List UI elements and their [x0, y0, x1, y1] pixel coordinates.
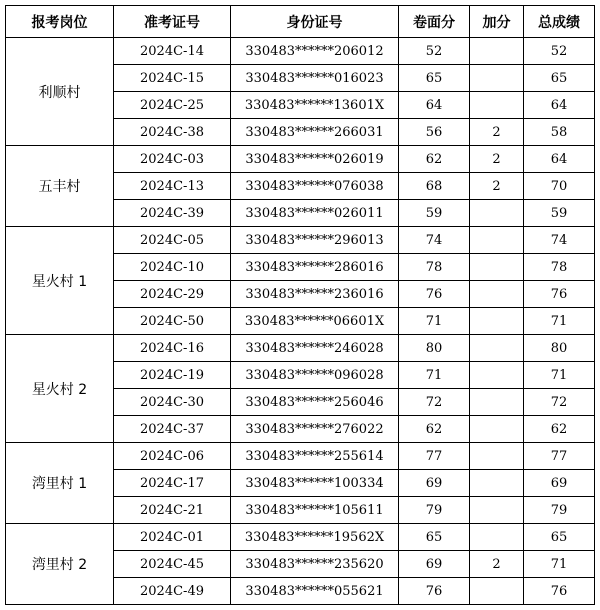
paper-score-cell: 52: [399, 38, 470, 65]
bonus-cell: [470, 38, 524, 65]
bonus-cell: [470, 524, 524, 551]
table-row: [6, 443, 595, 470]
bonus-cell: [470, 389, 524, 416]
id-number-cell: 330483******105611: [231, 497, 399, 524]
bonus-cell: [470, 416, 524, 443]
total-score-cell: 62: [524, 416, 595, 443]
total-score-cell: 71: [524, 308, 595, 335]
total-score-cell: 76: [524, 578, 595, 605]
exam-number-cell: 2024C-50: [114, 308, 231, 335]
bonus-cell: [470, 227, 524, 254]
bonus-cell: [470, 65, 524, 92]
exam-number-cell: 2024C-13: [114, 173, 231, 200]
score-table: [5, 5, 595, 605]
bonus-cell: [470, 281, 524, 308]
header-paper-score: 卷面分: [399, 6, 470, 38]
total-score-cell: 77: [524, 443, 595, 470]
id-number-cell: 330483******236016: [231, 281, 399, 308]
total-score-cell: 65: [524, 524, 595, 551]
exam-number-cell: 2024C-03: [114, 146, 231, 173]
total-score-cell: 70: [524, 173, 595, 200]
total-score-cell: 52: [524, 38, 595, 65]
exam-number-cell: 2024C-17: [114, 470, 231, 497]
exam-number-cell: 2024C-25: [114, 92, 231, 119]
post-cell: 利顺村: [6, 38, 114, 146]
paper-score-cell: 68: [399, 173, 470, 200]
total-score-cell: 71: [524, 362, 595, 389]
paper-score-cell: 79: [399, 497, 470, 524]
bonus-cell: 2: [470, 119, 524, 146]
id-number-cell: 330483******256046: [231, 389, 399, 416]
post-cell: 星火村 2: [6, 335, 114, 443]
exam-number-cell: 2024C-39: [114, 200, 231, 227]
paper-score-cell: 56: [399, 119, 470, 146]
header-id-no: 身份证号: [231, 6, 399, 38]
table-body: [6, 38, 595, 605]
paper-score-cell: 59: [399, 200, 470, 227]
id-number-cell: 330483******19562X: [231, 524, 399, 551]
exam-number-cell: 2024C-01: [114, 524, 231, 551]
id-number-cell: 330483******026019: [231, 146, 399, 173]
bonus-cell: 2: [470, 551, 524, 578]
id-number-cell: 330483******246028: [231, 335, 399, 362]
id-number-cell: 330483******206012: [231, 38, 399, 65]
bonus-cell: [470, 335, 524, 362]
total-score-cell: 79: [524, 497, 595, 524]
total-score-cell: 78: [524, 254, 595, 281]
id-number-cell: 330483******296013: [231, 227, 399, 254]
exam-number-cell: 2024C-30: [114, 389, 231, 416]
id-number-cell: 330483******286016: [231, 254, 399, 281]
total-score-cell: 64: [524, 146, 595, 173]
bonus-cell: [470, 362, 524, 389]
paper-score-cell: 76: [399, 281, 470, 308]
id-number-cell: 330483******276022: [231, 416, 399, 443]
exam-number-cell: 2024C-16: [114, 335, 231, 362]
id-number-cell: 330483******266031: [231, 119, 399, 146]
post-cell: 五丰村: [6, 146, 114, 227]
total-score-cell: 76: [524, 281, 595, 308]
total-score-cell: 69: [524, 470, 595, 497]
id-number-cell: 330483******096028: [231, 362, 399, 389]
paper-score-cell: 78: [399, 254, 470, 281]
header-bonus: 加分: [470, 6, 524, 38]
bonus-cell: [470, 497, 524, 524]
exam-number-cell: 2024C-21: [114, 497, 231, 524]
paper-score-cell: 71: [399, 308, 470, 335]
paper-score-cell: 72: [399, 389, 470, 416]
id-number-cell: 330483******100334: [231, 470, 399, 497]
paper-score-cell: 69: [399, 470, 470, 497]
id-number-cell: 330483******026011: [231, 200, 399, 227]
bonus-cell: [470, 254, 524, 281]
total-score-cell: 74: [524, 227, 595, 254]
bonus-cell: [470, 470, 524, 497]
header-post: 报考岗位: [6, 6, 114, 38]
id-number-cell: 330483******235620: [231, 551, 399, 578]
table-row: [6, 524, 595, 551]
paper-score-cell: 76: [399, 578, 470, 605]
id-number-cell: 330483******016023: [231, 65, 399, 92]
paper-score-cell: 80: [399, 335, 470, 362]
paper-score-cell: 77: [399, 443, 470, 470]
total-score-cell: 72: [524, 389, 595, 416]
exam-number-cell: 2024C-49: [114, 578, 231, 605]
exam-number-cell: 2024C-06: [114, 443, 231, 470]
bonus-cell: [470, 578, 524, 605]
paper-score-cell: 69: [399, 551, 470, 578]
id-number-cell: 330483******076038: [231, 173, 399, 200]
bonus-cell: [470, 92, 524, 119]
bonus-cell: 2: [470, 146, 524, 173]
table-row: [6, 38, 595, 65]
paper-score-cell: 74: [399, 227, 470, 254]
paper-score-cell: 71: [399, 362, 470, 389]
exam-number-cell: 2024C-29: [114, 281, 231, 308]
paper-score-cell: 65: [399, 524, 470, 551]
paper-score-cell: 62: [399, 416, 470, 443]
id-number-cell: 330483******055621: [231, 578, 399, 605]
id-number-cell: 330483******255614: [231, 443, 399, 470]
bonus-cell: [470, 308, 524, 335]
paper-score-cell: 65: [399, 65, 470, 92]
total-score-cell: 80: [524, 335, 595, 362]
post-cell: 湾里村 1: [6, 443, 114, 524]
table-row: [6, 146, 595, 173]
total-score-cell: 65: [524, 65, 595, 92]
total-score-cell: 71: [524, 551, 595, 578]
paper-score-cell: 64: [399, 92, 470, 119]
id-number-cell: 330483******13601X: [231, 92, 399, 119]
total-score-cell: 58: [524, 119, 595, 146]
header-exam-no: 准考证号: [114, 6, 231, 38]
header-total: 总成绩: [524, 6, 595, 38]
post-cell: 星火村 1: [6, 227, 114, 335]
bonus-cell: [470, 443, 524, 470]
bonus-cell: [470, 200, 524, 227]
exam-number-cell: 2024C-15: [114, 65, 231, 92]
exam-number-cell: 2024C-05: [114, 227, 231, 254]
total-score-cell: 64: [524, 92, 595, 119]
header-row: [6, 6, 595, 38]
exam-number-cell: 2024C-38: [114, 119, 231, 146]
exam-number-cell: 2024C-37: [114, 416, 231, 443]
exam-number-cell: 2024C-10: [114, 254, 231, 281]
exam-number-cell: 2024C-14: [114, 38, 231, 65]
bonus-cell: 2: [470, 173, 524, 200]
paper-score-cell: 62: [399, 146, 470, 173]
exam-number-cell: 2024C-19: [114, 362, 231, 389]
exam-number-cell: 2024C-45: [114, 551, 231, 578]
id-number-cell: 330483******06601X: [231, 308, 399, 335]
post-cell: 湾里村 2: [6, 524, 114, 605]
total-score-cell: 59: [524, 200, 595, 227]
table-row: [6, 227, 595, 254]
table-row: [6, 335, 595, 362]
